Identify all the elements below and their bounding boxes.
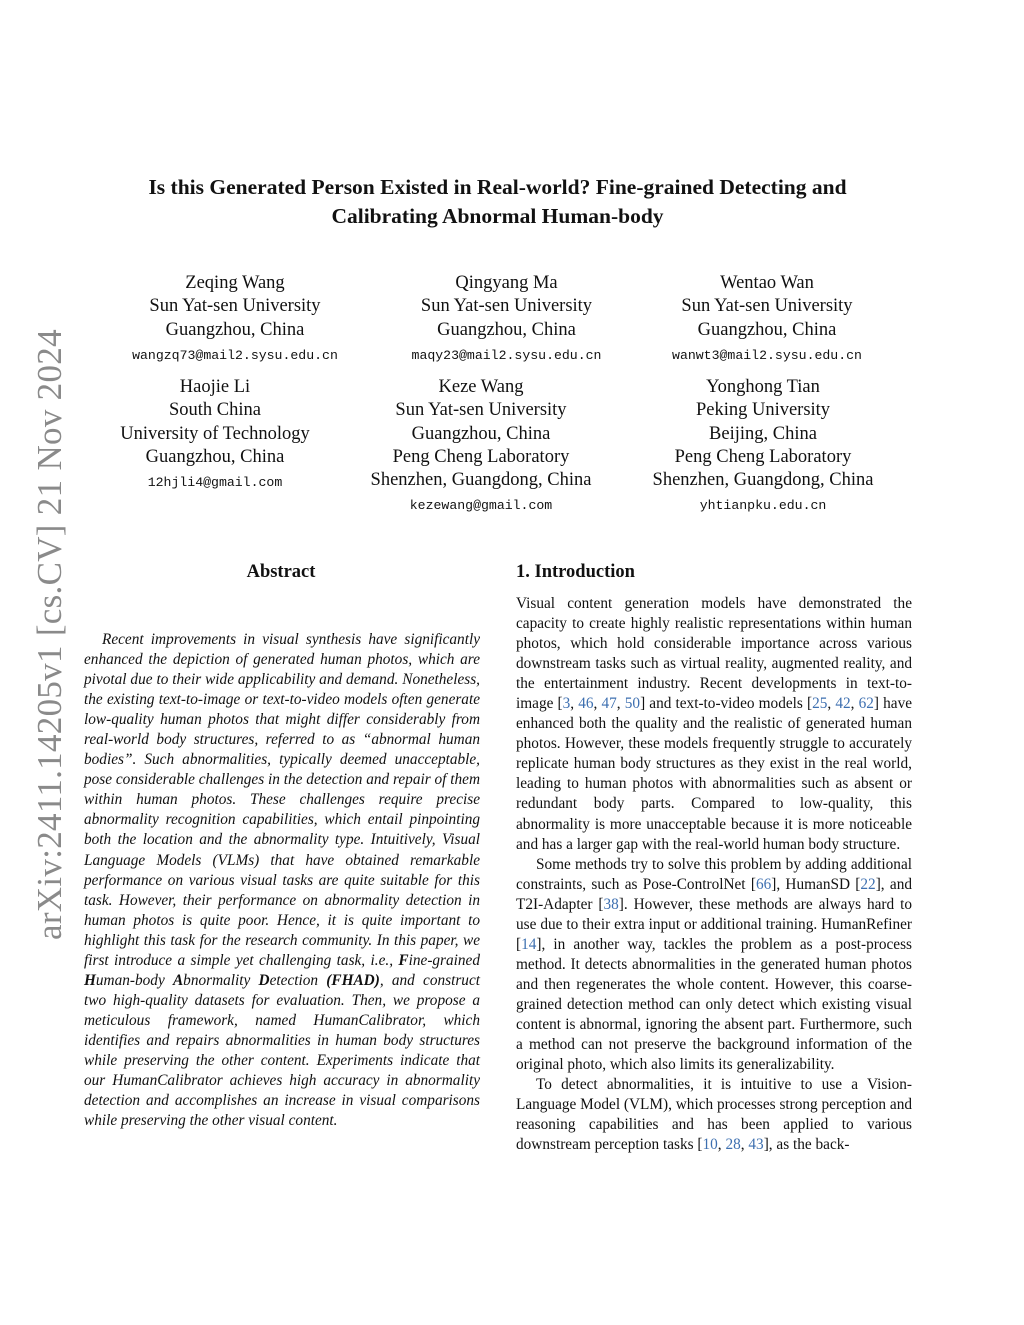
author-email: wanwt3@mail2.sysu.edu.cn: [672, 347, 862, 363]
author-affiliation: Guangzhou, China: [165, 319, 305, 340]
author-name: Zeqing Wang: [185, 273, 285, 293]
fhad-task-name: Fine-grained Human-body Abnormality Detection (FHAD): [84, 951, 480, 989]
author-block: [98, 272, 372, 367]
author-affiliation: Guangzhou, China: [697, 319, 837, 340]
author-email: yhtianpku.edu.cn: [699, 498, 827, 514]
citation-link[interactable]: 66: [755, 875, 772, 893]
introduction-heading: 1. Introduction: [516, 562, 635, 582]
citation-link[interactable]: 62: [858, 695, 874, 713]
intro-paragraph: Some methods try to solve this problem by adding additional constraints, such as Pose-ControlNet [66], HumanSD [22], and T2I-Adapter [38]. However, these methods are always hard to use due to their extra input or additional training. HumanRefiner [14], in another way, tackles the problem as a post-process method. It detects abnormalities in the generated human photos and then regenerates the whole content. However, this coarse-grained detection method can only detect which existing visual content is abnormal, ignoring the absent part. Furthermore, such a method can not preserve the background information of the original photo, which also limits its generalizability.: [516, 855, 912, 1074]
author-affiliation: Guangzhou, China: [145, 446, 285, 467]
citation-link[interactable]: 42: [835, 695, 851, 713]
author-name: Keze Wang: [438, 377, 524, 397]
abstract-text-part-b: , and construct two high-quality datasets for evaluation. Then, we propose a meticulous framework, named HumanCalibrator, which identifies and repairs abnormalities in human body structures while preserving the other content. Experiments indicate that our HumanCalibrator achieves high accuracy in abnormality detection and accomplishes an increase in visual comparisons while preserving the other visual content.: [84, 971, 480, 1130]
author-block: [622, 376, 904, 517]
author-name: Wentao Wan: [720, 273, 814, 293]
citation-link[interactable]: 25: [812, 695, 828, 713]
abstract-text-part-a: Recent improvements in visual synthesis have significantly enhanced the depiction of generated human photos, which are pivotal due to their wide applicability and demand. Nonetheless, the existing text-to-image or text-to-video models often generate low-quality human photos that might differ considerably from real-world body structures, referred to as “abnormal human bodies”. Such abnormalities, typically deemed unacceptable, pose considerable challenges in the detection and repair of them within human photos. These challenges require precise abnormality recognition capabilities, which entail pinpointing both the location and the abnormality type. Intuitively, Visual Language Models (VLMs) that have obtained remarkable performance on various visual tasks are quite suitable for this task. However, their performance on abnormality detection in human photos is quite poor. Hence, it is quite important to highlight this task for the research community. In this paper, we first introduce a simple yet challenging task, i.e.,: [84, 631, 480, 969]
author-affiliation: Peng Cheng Laboratory: [392, 446, 570, 467]
paper-title: Is this Generated Person Existed in Real-world? Fine-grained Detecting and Calibrating Abnormal Human-body: [148, 175, 847, 228]
author-affiliation: Beijing, China: [709, 423, 817, 444]
intro-paragraph: To detect abnormalities, it is intuitive to use a Vision-Language Model (VLM), which processes strong perception and reasoning capabilities and has been applied to various downstream perception tasks [10, 28, 43], as the back-: [516, 1076, 912, 1154]
author-block: [341, 376, 621, 517]
citation-link[interactable]: 43: [748, 1136, 764, 1154]
author-block: [80, 376, 350, 494]
citation-link[interactable]: 10: [702, 1136, 718, 1154]
citation-link[interactable]: 38: [603, 895, 619, 913]
author-affiliation: Sun Yat-sen University: [420, 296, 593, 317]
author-affiliation: Peking University: [695, 400, 831, 421]
author-affiliation: Guangzhou, China: [437, 319, 576, 340]
arxiv-identifier: arXiv:2411.14205v1 [cs.CV] 21 Nov 2024: [30, 329, 69, 940]
author-affiliation: Peng Cheng Laboratory: [674, 446, 852, 467]
citation-link[interactable]: 22: [860, 875, 876, 893]
citation-link[interactable]: 28: [725, 1136, 741, 1154]
intro-paragraph: Visual content generation models have demonstrated the capacity to create highly realistic representations within human photos, which hold considerable importance across various downstream tasks such as virtual reality, augmented reality, and the entertainment industry. Recent developments in text-to-image [3, 46, 47, 50] and text-to-video models [25, 42, 62] have enhanced both the quality and the realistic of generated human photos. However, these models frequently struggle to accurately replicate human body structures as they exist in the real world, leading to human photos with abnormalities such as absent or redundant body parts. Compared to low-quality, this abnormality is more unacceptable because it is more noticeable and has a larger gap with the real-world human body structure.: [516, 595, 913, 853]
author-affiliation: Sun Yat-sen University: [149, 296, 321, 317]
abstract-heading: Abstract: [246, 562, 316, 582]
author-affiliation: Sun Yat-sen University: [395, 400, 567, 421]
author-name: Yonghong Tian: [706, 377, 820, 397]
abstract-text: [84, 630, 480, 1131]
citation-link[interactable]: 46: [578, 695, 594, 713]
author-affiliation: University of Technology: [120, 423, 310, 444]
author-email: 12hjli4@gmail.com: [147, 475, 283, 491]
citation-link[interactable]: 47: [601, 695, 617, 713]
author-affiliation: South China: [169, 400, 261, 421]
author-block: [368, 272, 645, 367]
introduction-text: [516, 594, 912, 1155]
author-email: kezewang@gmail.com: [409, 498, 553, 514]
author-email: wangzq73@mail2.sysu.edu.cn: [132, 347, 338, 363]
author-affiliation: Shenzhen, Guangdong, China: [652, 470, 874, 491]
citation-link[interactable]: 14: [521, 935, 537, 953]
citation-link[interactable]: 50: [624, 695, 641, 713]
author-block: [629, 272, 905, 367]
author-affiliation: Shenzhen, Guangdong, China: [370, 470, 592, 491]
author-email: maqy23@mail2.sysu.edu.cn: [411, 347, 602, 363]
author-name: Qingyang Ma: [455, 273, 558, 293]
author-name: Haojie Li: [179, 377, 251, 397]
author-affiliation: Guangzhou, China: [411, 423, 551, 444]
author-affiliation: Sun Yat-sen University: [681, 296, 853, 317]
citation-link[interactable]: 3: [562, 695, 571, 713]
